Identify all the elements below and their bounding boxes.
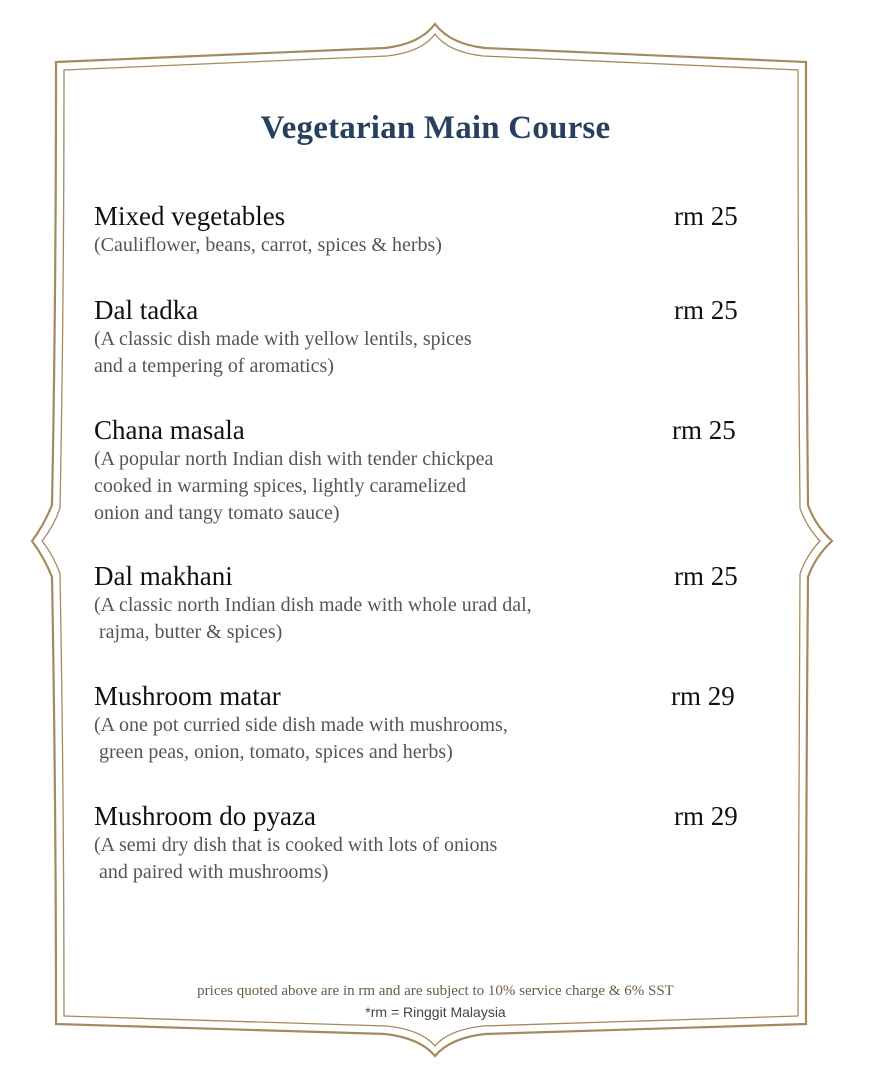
menu-item-description-line: (A classic north Indian dish made with whole urad dal, — [94, 594, 532, 616]
menu-item-description-line: and paired with mushrooms) — [94, 861, 329, 883]
menu-title: Vegetarian Main Course — [260, 110, 611, 146]
menu-item-price: rm 29 — [674, 801, 738, 831]
menu-item-name: Mixed vegetables — [94, 201, 286, 231]
menu-item — [94, 294, 754, 380]
menu-item-name: Mushroom matar — [94, 681, 281, 711]
menu-item-description — [94, 592, 754, 646]
menu-item-description-line: rajma, butter & spices) — [94, 621, 283, 643]
menu-item — [94, 680, 754, 766]
menu-item-description — [94, 832, 754, 886]
menu-item — [94, 200, 754, 259]
footer-currency-note: *rm = Ringgit Malaysia — [365, 1004, 506, 1020]
menu-item-price: rm 25 — [674, 295, 738, 325]
menu-item-name: Dal makhani — [94, 561, 233, 591]
menu-item-description — [94, 712, 754, 766]
menu-item-description-line: cooked in warming spices, lightly caramelized — [94, 475, 467, 497]
menu-item-description-line: (Cauliflower, beans, carrot, spices & herbs) — [94, 234, 442, 256]
menu-item-description-line: (A classic dish made with yellow lentils, spices — [94, 328, 472, 350]
menu-item-price: rm 25 — [672, 415, 736, 445]
menu-item-price: rm 25 — [674, 201, 738, 231]
menu-item-description-line: onion and tangy tomato sauce) — [94, 502, 340, 524]
menu-item-price: rm 29 — [671, 681, 735, 711]
menu-item-description-line: and a tempering of aromatics) — [94, 355, 334, 377]
menu-item-price: rm 25 — [674, 561, 738, 591]
menu-item-description — [94, 232, 754, 259]
menu-item-name: Chana masala — [94, 415, 245, 445]
menu-item-description-line: green peas, onion, tomato, spices and herbs) — [94, 741, 453, 763]
menu-item-name: Dal tadka — [94, 295, 199, 325]
menu-item-name: Mushroom do pyaza — [94, 801, 316, 831]
menu-item-description-line: (A popular north Indian dish with tender chickpea — [94, 448, 494, 470]
menu-item — [94, 800, 754, 886]
footer-note: prices quoted above are in rm and are subject to 10% service charge & 6% SST — [197, 983, 674, 999]
menu-item-description-line: (A one pot curried side dish made with mushrooms, — [94, 714, 508, 736]
menu-item-description-line: (A semi dry dish that is cooked with lots of onions — [94, 834, 498, 856]
menu-item-description — [94, 446, 754, 527]
menu-item-description — [94, 326, 754, 380]
menu-item — [94, 414, 754, 527]
menu-item — [94, 560, 754, 646]
